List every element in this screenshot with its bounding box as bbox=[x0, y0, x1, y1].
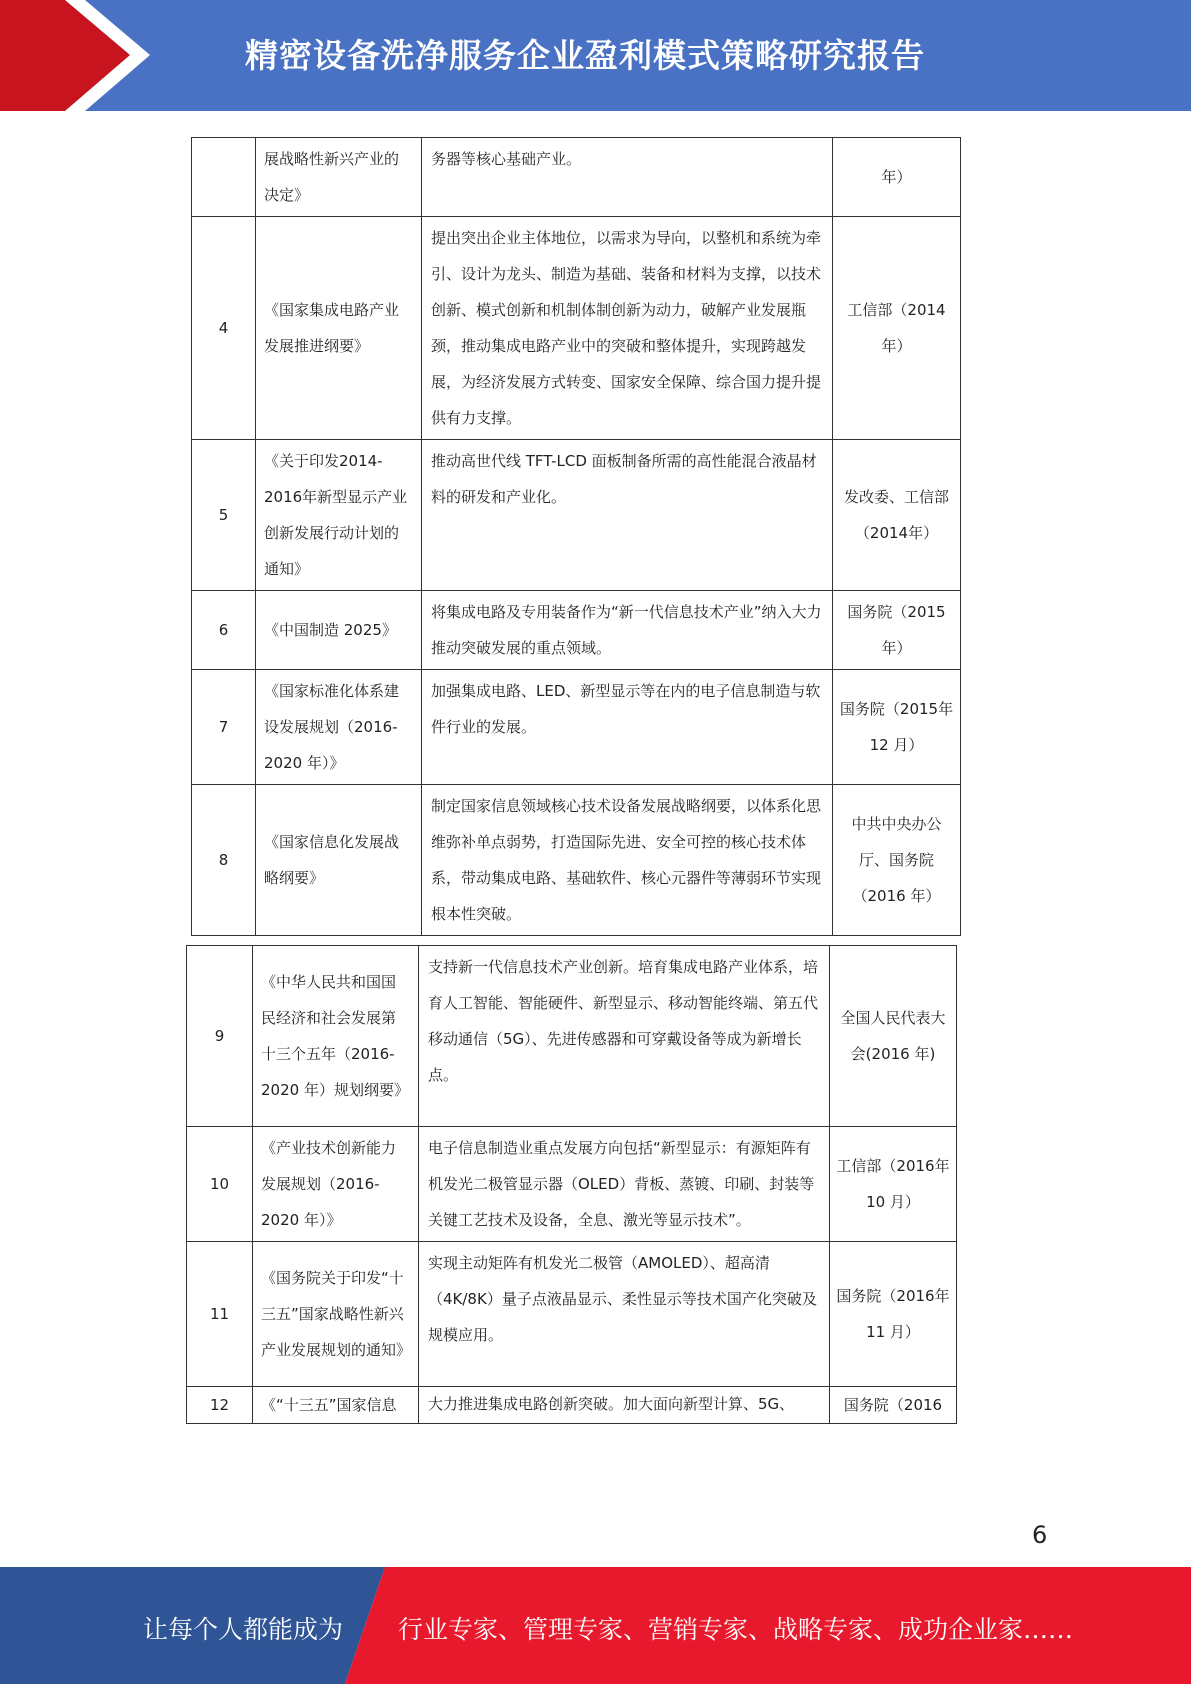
table-row bbox=[192, 670, 961, 785]
table-row bbox=[192, 785, 961, 936]
row-number: 8 bbox=[192, 785, 256, 936]
policy-name: 《产业技术创新能力发展规划（2016-2020 年）》 bbox=[253, 1127, 419, 1242]
policy-name: 《国家信息化发展战略纲要》 bbox=[256, 785, 422, 936]
row-number bbox=[192, 138, 256, 217]
policy-content: 支持新一代信息技术产业创新。培育集成电路产业体系，培育人工智能、智能硬件、新型显示、移动智能终端、第五代移动通信（5G）、先进传感器和可穿戴设备等成为新增长点。 bbox=[419, 946, 830, 1127]
issuing-department: 中共中央办公厅、国务院（2016 年） bbox=[833, 785, 961, 936]
table-row bbox=[192, 591, 961, 670]
policy-content: 电子信息制造业重点发展方向包括“新型显示：有源矩阵有机发光二极管显示器（OLED）背板、蒸镀、印刷、封装等关键工艺技术及设备，全息、激光等显示技术”。 bbox=[419, 1127, 830, 1242]
issuing-department: 国务院（2015年 12 月） bbox=[833, 670, 961, 785]
policy-content: 将集成电路及专用装备作为“新一代信息技术产业”纳入大力推动突破发展的重点领域。 bbox=[422, 591, 833, 670]
policy-table-2 bbox=[186, 945, 957, 1424]
report-title: 精密设备洗净服务企业盈利模式策略研究报告 bbox=[245, 36, 925, 75]
table-row bbox=[192, 440, 961, 591]
row-number: 9 bbox=[187, 946, 253, 1127]
policy-content: 务器等核心基础产业。 bbox=[422, 138, 833, 217]
row-number: 4 bbox=[192, 217, 256, 440]
row-number: 12 bbox=[187, 1387, 253, 1424]
row-number: 6 bbox=[192, 591, 256, 670]
footer-banner bbox=[0, 1567, 1191, 1684]
table-row bbox=[187, 946, 957, 1127]
issuing-department: 工信部（2014年） bbox=[833, 217, 961, 440]
row-number: 5 bbox=[192, 440, 256, 591]
issuing-department: 工信部（2016年 10 月） bbox=[830, 1127, 957, 1242]
table-row bbox=[187, 1127, 957, 1242]
row-number: 11 bbox=[187, 1242, 253, 1387]
issuing-department: 国务院（2015年） bbox=[833, 591, 961, 670]
policy-name: 《国家标准化体系建设发展规划（2016-2020 年）》 bbox=[256, 670, 422, 785]
issuing-department: 年） bbox=[833, 138, 961, 217]
policy-name: 展战略性新兴产业的决定》 bbox=[256, 138, 422, 217]
row-number: 7 bbox=[192, 670, 256, 785]
issuing-department: 国务院（2016年 11 月） bbox=[830, 1242, 957, 1387]
table-row bbox=[187, 1242, 957, 1387]
policy-content: 加强集成电路、LED、新型显示等在内的电子信息制造与软件行业的发展。 bbox=[422, 670, 833, 785]
policy-content: 实现主动矩阵有机发光二极管（AMOLED）、超高清（4K/8K）量子点液晶显示、柔性显示等技术国产化突破及规模应用。 bbox=[419, 1242, 830, 1387]
policy-content: 推动高世代线 TFT-LCD 面板制备所需的高性能混合液晶材料的研发和产业化。 bbox=[422, 440, 833, 591]
policy-name: 《关于印发2014-2016年新型显示产业创新发展行动计划的通知》 bbox=[256, 440, 422, 591]
footer-slogan-left: 让每个人都能成为 bbox=[143, 1615, 344, 1644]
policy-content: 制定国家信息领域核心技术设备发展战略纲要，以体系化思维弥补单点弱势，打造国际先进、安全可控的核心技术体系，带动集成电路、基础软件、核心元器件等薄弱环节实现根本性突破。 bbox=[422, 785, 833, 936]
page-number: 6 bbox=[1032, 1521, 1048, 1549]
policy-content: 大力推进集成电路创新突破。加大面向新型计算、5G、 bbox=[419, 1387, 830, 1424]
issuing-department: 全国人民代表大会(2016 年) bbox=[830, 946, 957, 1127]
footer-slogan-right: 行业专家、管理专家、营销专家、战略专家、成功企业家…… bbox=[398, 1615, 1074, 1644]
table-row bbox=[192, 217, 961, 440]
row-number: 10 bbox=[187, 1127, 253, 1242]
policy-name: 《“十三五”国家信息 bbox=[253, 1387, 419, 1424]
policy-name: 《国务院关于印发“十三五”国家战略性新兴产业发展规划的通知》 bbox=[253, 1242, 419, 1387]
policy-name: 《中华人民共和国国民经济和社会发展第十三个五年（2016-2020 年）规划纲要》 bbox=[253, 946, 419, 1127]
issuing-department: 国务院（2016 bbox=[830, 1387, 957, 1424]
table-row bbox=[187, 1387, 957, 1424]
table-row bbox=[192, 138, 961, 217]
issuing-department: 发改委、工信部（2014年） bbox=[833, 440, 961, 591]
policy-table-1 bbox=[191, 137, 961, 936]
policy-content: 提出突出企业主体地位，以需求为导向，以整机和系统为牵引、设计为龙头、制造为基础、装备和材料为支撑，以技术创新、模式创新和机制体制创新为动力，破解产业发展瓶颈，推动集成电路产业中的突破和整体提升，实现跨越发展，为经济发展方式转变、国家安全保障、综合国力提升提供有力支撑。 bbox=[422, 217, 833, 440]
policy-name: 《国家集成电路产业发展推进纲要》 bbox=[256, 217, 422, 440]
policy-name: 《中国制造 2025》 bbox=[256, 591, 422, 670]
header-banner bbox=[0, 0, 1191, 111]
